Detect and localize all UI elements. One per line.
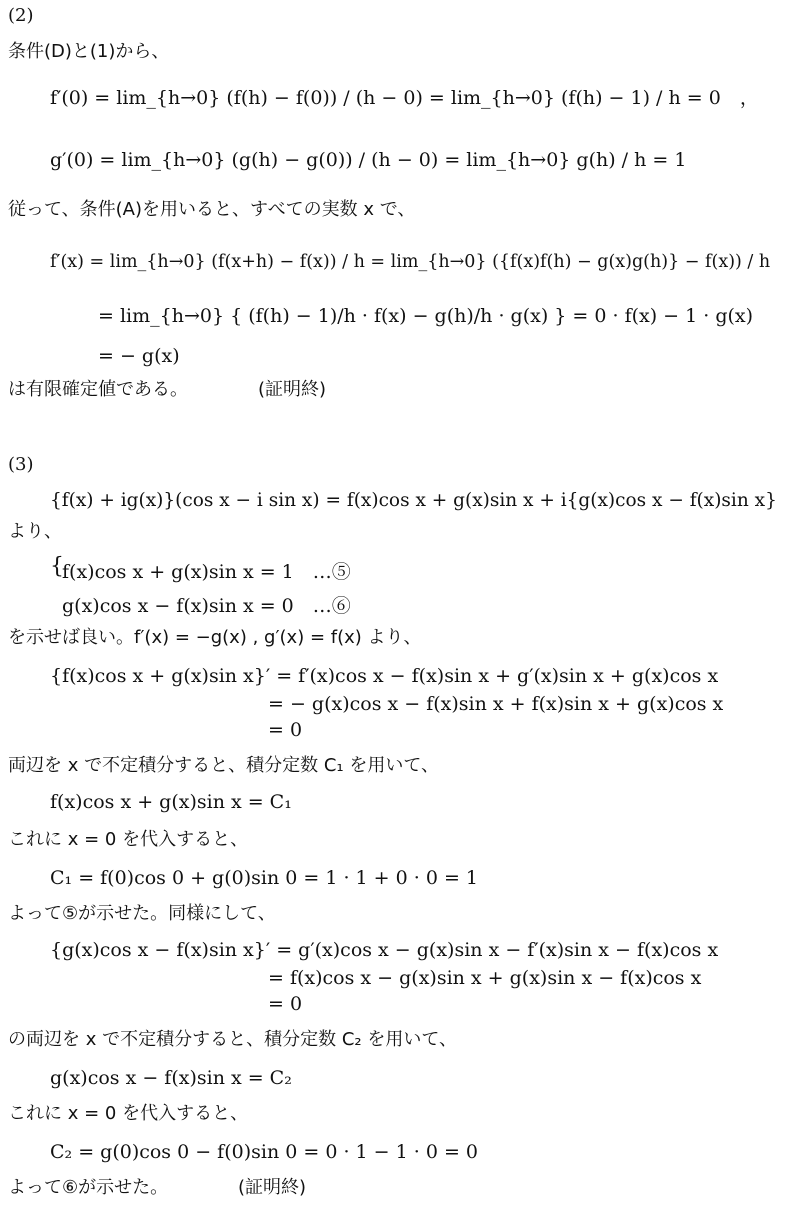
derivative-b-line-2: = f(x)cos x − g(x)sin x + g(x)sin x − f(x)cos x	[268, 967, 702, 989]
system-equation-5: f(x)cos x + g(x)sin x = 1 …⑤	[62, 561, 351, 583]
derivative-a-line-2: = − g(x)cos x − f(x)sin x + f(x)sin x + g(x)cos x	[268, 693, 724, 715]
derivative-a-line-1: {f(x)cos x + g(x)sin x}′ = f′(x)cos x − f(x)sin x + g′(x)sin x + g(x)cos x	[50, 665, 719, 687]
show-text: を示せば良い。f′(x) = −g(x) , g′(x) = f(x) より、	[8, 627, 422, 648]
result-equation-1: f(x)cos x + g(x)sin x = C₁	[50, 791, 292, 813]
substitute-text-1: これに x = 0 を代入すると、	[8, 829, 249, 850]
integrate-text-1: 両辺を x で不定積分すると、積分定数 C₁ を用いて、	[8, 755, 439, 776]
yori-text: より、	[8, 521, 62, 542]
constant-c2-equation: C₂ = g(0)cos 0 − f(0)sin 0 = 0 · 1 − 1 · 0 = 0	[50, 1141, 479, 1163]
shown-5-text: よって⑤が示せた。同様にして、	[8, 903, 276, 924]
condition-a-text: 従って、条件(A)を用いると、すべての実数 x で、	[8, 199, 416, 220]
derivative-b-line-1: {g(x)cos x − f(x)sin x}′ = g′(x)cos x − g(x)sin x − f′(x)sin x − f(x)cos x	[50, 939, 719, 961]
system-brace: {	[50, 554, 64, 579]
equation-g-prime-0: g′(0) = lim_{h→0} (g(h) − g(0)) / (h − 0) = lim_{h→0} g(h) / h = 1	[50, 149, 687, 171]
intro-text: 条件(D)と(1)から、	[8, 41, 170, 62]
integrate-text-2: の両辺を x で不定積分すると、積分定数 C₂ を用いて、	[8, 1029, 457, 1050]
finite-value-text: は有限確定値である。	[8, 379, 188, 400]
result-equation-2: g(x)cos x − f(x)sin x = C₂	[50, 1067, 292, 1089]
derivative-b-line-3: = 0	[268, 993, 303, 1015]
derivation-line-2: = lim_{h→0} { (f(h) − 1)/h · f(x) − g(h)/h · g(x) } = 0 · f(x) − 1 · g(x)	[98, 305, 754, 327]
section-heading-2: (2)	[8, 5, 34, 26]
shown-6-text: よって⑥が示せた。	[8, 1177, 169, 1198]
substitute-text-2: これに x = 0 を代入すると、	[8, 1103, 249, 1124]
expansion-equation: {f(x) + ig(x)}(cos x − i sin x) = f(x)cos x + g(x)sin x + i{g(x)cos x − f(x)sin x}	[50, 490, 777, 511]
qed-3: (証明終)	[238, 1177, 307, 1198]
section-heading-3: (3)	[8, 454, 34, 475]
qed-2: (証明終)	[258, 379, 327, 400]
equation-f-prime-0: f′(0) = lim_{h→0} (f(h) − f(0)) / (h − 0) = lim_{h→0} (f(h) − 1) / h = 0 ，	[50, 87, 759, 109]
derivation-line-3: = − g(x)	[98, 345, 180, 367]
constant-c1-equation: C₁ = f(0)cos 0 + g(0)sin 0 = 1 · 1 + 0 · 0 = 1	[50, 867, 479, 889]
derivation-line-1: f′(x) = lim_{h→0} (f(x+h) − f(x)) / h = lim_{h→0} ({f(x)f(h) − g(x)g(h)} − f(x)) / h	[50, 252, 771, 272]
derivative-a-line-3: = 0	[268, 719, 303, 741]
system-equation-6: g(x)cos x − f(x)sin x = 0 …⑥	[62, 595, 351, 617]
